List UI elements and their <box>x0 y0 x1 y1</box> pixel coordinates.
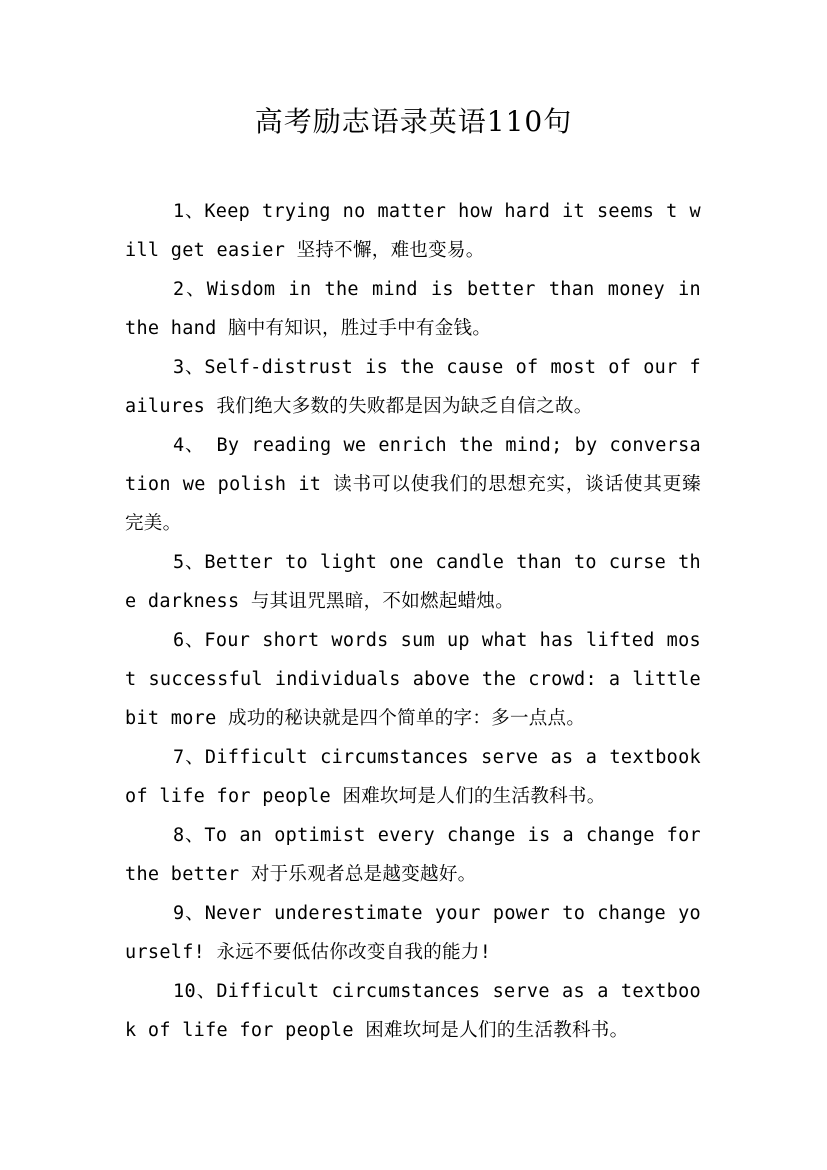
quote-paragraph-3: 3、Self-distrust is the cause of most of our failures 我们绝大多数的失败都是因为缺乏自信之故。 <box>125 357 701 417</box>
quote-paragraph-1: 1、Keep trying no matter how hard it seems t will get easier 坚持不懈，难也变易。 <box>125 201 701 261</box>
quote-paragraph-5: 5、Better to light one candle than to curse the darkness 与其诅咒黑暗，不如燃起蜡烛。 <box>125 552 701 612</box>
quote-paragraph-2: 2、Wisdom in the mind is better than money in the hand 脑中有知识，胜过手中有金钱。 <box>125 279 701 339</box>
quote-list <box>125 192 701 1050</box>
quote-paragraph-7: 7、Difficult circumstances serve as a textbook of life for people 困难坎坷是人们的生活教科书。 <box>125 747 701 807</box>
quote-paragraph-4: 4、 By reading we enrich the mind; by conversation we polish it 读书可以使我们的思想充实，谈话使其更臻完美。 <box>125 435 701 534</box>
quote-paragraph-6: 6、Four short words sum up what has lifted most successful individuals above the crowd: a little bit more 成功的秘诀就是四个简单的字：多一点点。 <box>125 630 701 729</box>
quote-paragraph-8: 8、To an optimist every change is a change for the better 对于乐观者总是越变越好。 <box>125 825 701 885</box>
quote-paragraph-9: 9、Never underestimate your power to change yourself! 永远不要低估你改变自我的能力! <box>125 903 701 963</box>
quote-paragraph-10: 10、Difficult circumstances serve as a textbook of life for people 困难坎坷是人们的生活教科书。 <box>125 981 701 1041</box>
page-title: 高考励志语录英语110句 <box>254 105 573 138</box>
